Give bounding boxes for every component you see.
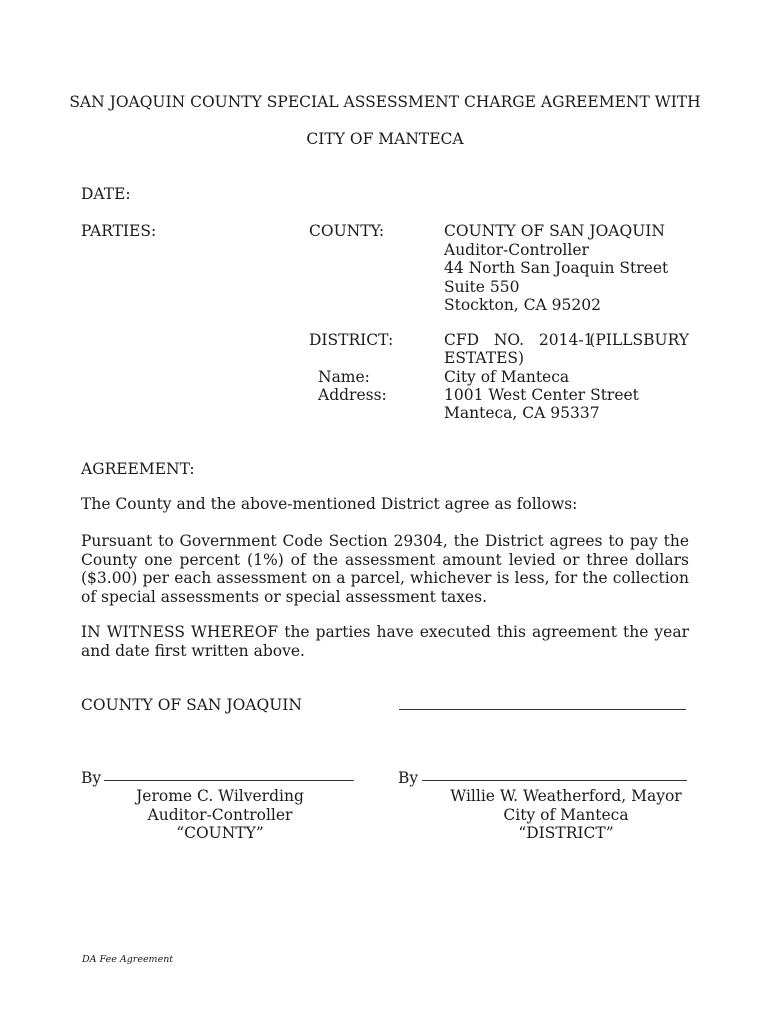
- district-label: DISTRICT:: [309, 331, 394, 349]
- right-by-label: By: [398, 769, 419, 787]
- district-cfd-number: CFD NO. 2014-1: [444, 331, 594, 349]
- left-signature-line[interactable]: [104, 780, 354, 781]
- district-cfd-name-end: ESTATES): [444, 349, 525, 367]
- agreement-body: Pursuant to Government Code Section 29304, the District agrees to pay the County one percent (1%) of the assessment amount levied or three dollars ($3.00) per each assessment on a parcel, whichever is less, for the collection of special assessments or special assessment taxes.: [81, 532, 689, 606]
- county-street: 44 North San Joaquin Street: [444, 259, 669, 277]
- left-signatory-block: [120, 787, 320, 843]
- district-address-line1: 1001 West Center Street: [444, 386, 639, 404]
- county-dept: Auditor-Controller: [444, 240, 589, 259]
- district-name-value: City of Manteca: [444, 368, 570, 386]
- district-address-label: Address:: [318, 386, 387, 404]
- witness-paragraph: IN WITNESS WHEREOF the parties have executed this agreement the year and date first written above.: [81, 623, 689, 660]
- county-suite: Suite 550: [444, 277, 520, 296]
- document-subtitle: CITY OF MANTECA: [306, 130, 464, 148]
- document-title: SAN JOAQUIN COUNTY SPECIAL ASSESSMENT CHARGE AGREEMENT WITH: [69, 93, 701, 111]
- county-address-block: [444, 222, 668, 315]
- parties-label: PARTIES:: [81, 222, 157, 240]
- right-signatory-name: Willie W. Weatherford, Mayor: [450, 787, 682, 805]
- right-signatory-title: City of Manteca: [503, 805, 629, 824]
- agreement-intro: The County and the above-mentioned District agree as follows:: [81, 495, 578, 513]
- left-signatory-title: Auditor-Controller: [147, 805, 293, 824]
- footer-label: DA Fee Agreement: [82, 954, 174, 965]
- district-address-line2: Manteca, CA 95337: [444, 404, 600, 422]
- county-label: COUNTY:: [309, 222, 385, 240]
- left-by-label: By: [81, 769, 102, 787]
- right-signatory-block: [436, 787, 696, 843]
- district-cfd-name-start: (PILLSBURY: [589, 331, 689, 349]
- signature-county-heading: COUNTY OF SAN JOAQUIN: [81, 696, 302, 714]
- left-signatory-name: Jerome C. Wilverding: [136, 787, 304, 805]
- district-cfd-line: [444, 331, 689, 349]
- district-heading-signature-line[interactable]: [399, 709, 686, 710]
- district-name-label: Name:: [318, 368, 370, 386]
- right-signature-line[interactable]: [422, 780, 687, 781]
- agreement-label: AGREEMENT:: [81, 460, 195, 478]
- right-signatory-role: “DISTRICT”: [518, 824, 614, 842]
- date-label: DATE:: [81, 185, 131, 203]
- county-city: Stockton, CA 95202: [444, 296, 601, 314]
- left-signatory-role: “COUNTY”: [176, 824, 264, 842]
- county-name: COUNTY OF SAN JOAQUIN: [444, 222, 665, 240]
